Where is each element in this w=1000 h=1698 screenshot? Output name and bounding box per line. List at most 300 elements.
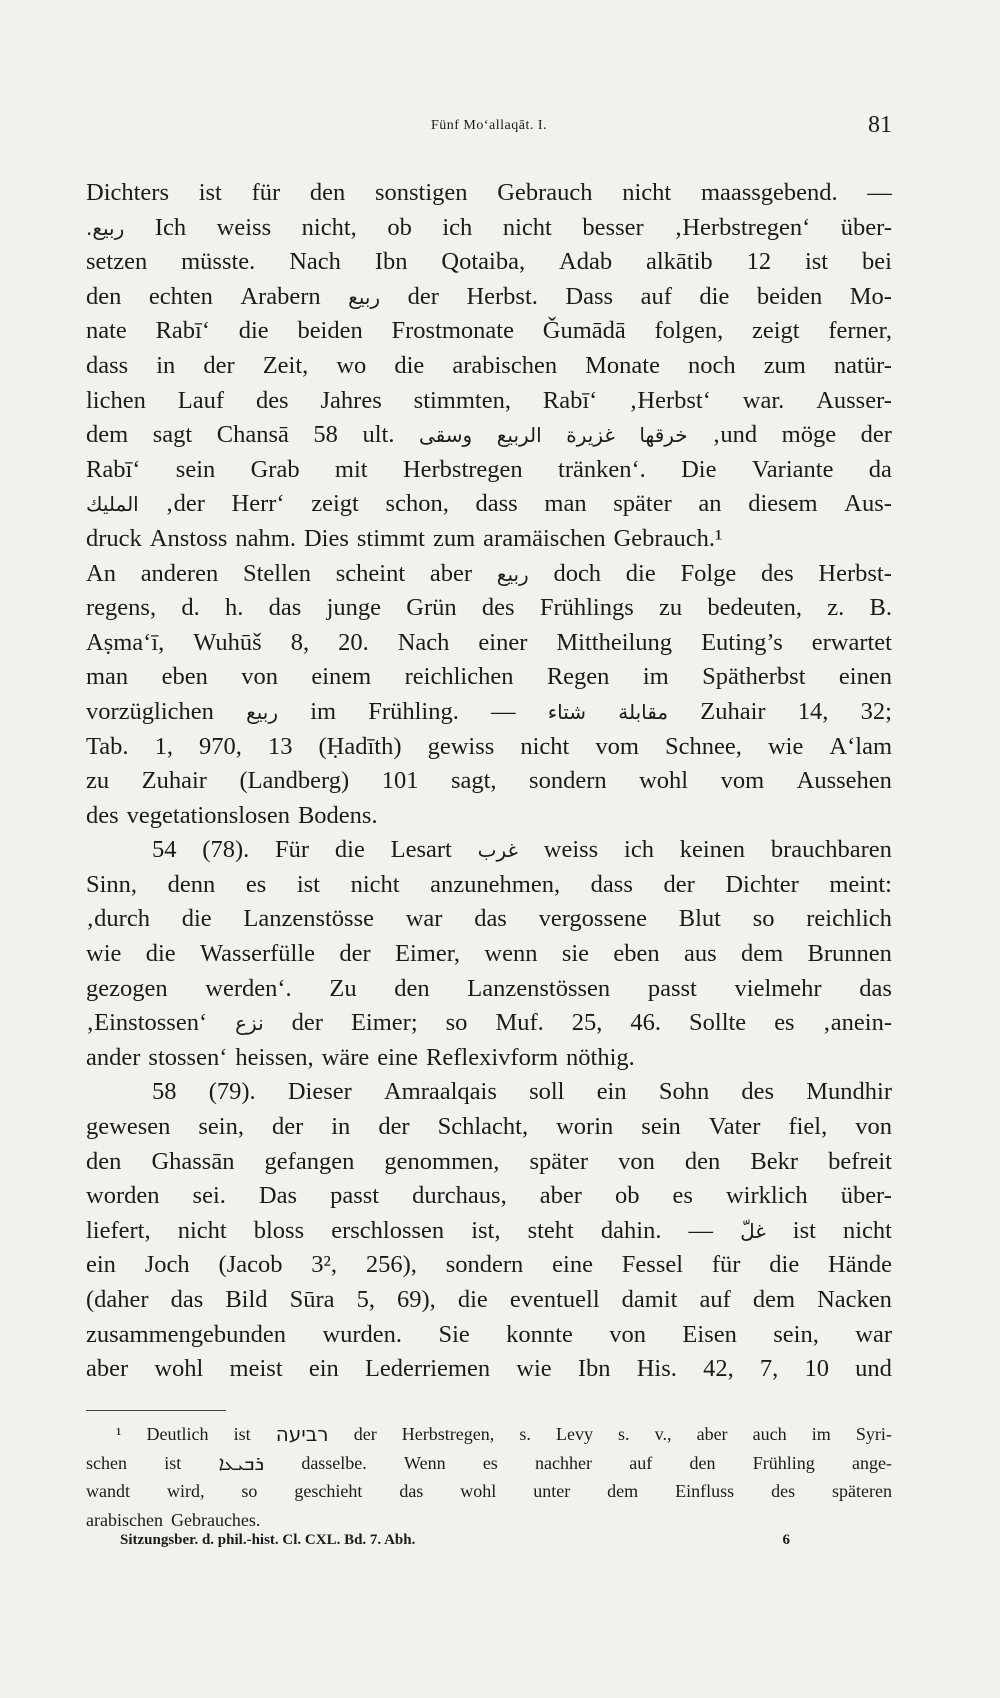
word: (Ḥadīth): [318, 732, 402, 760]
word: über-: [840, 213, 892, 241]
word: meist: [229, 1355, 283, 1383]
word: sein,: [198, 1113, 244, 1141]
word: 7,: [759, 1355, 779, 1383]
word: aramäischen: [483, 524, 606, 552]
word: war.: [742, 386, 785, 414]
word: Folge: [680, 559, 737, 587]
word: des: [255, 386, 289, 414]
word: Euting’s: [701, 628, 783, 656]
word: Frühling: [752, 1452, 815, 1473]
word: von: [618, 1147, 655, 1175]
word: bei: [862, 248, 892, 276]
word: Gebrauch.¹: [613, 524, 723, 552]
script-word: ربيع: [348, 284, 381, 309]
word: auf: [629, 1452, 653, 1473]
word: Muf.: [495, 1009, 544, 1037]
word: Ibn: [577, 1355, 611, 1383]
word: Lanzenstösse: [243, 905, 374, 933]
word: auf: [640, 282, 672, 310]
word: Sollte: [689, 1009, 747, 1037]
word: im: [310, 697, 337, 725]
word: und: [855, 1355, 892, 1383]
word: worin: [556, 1113, 614, 1141]
word: 1,: [154, 732, 173, 760]
word: zeigt: [751, 317, 800, 345]
word: weiss: [216, 213, 272, 241]
word: Herr‘: [231, 490, 285, 518]
word: dass: [86, 351, 129, 379]
word: aber: [86, 1355, 129, 1383]
word: Qotaiba,: [441, 248, 526, 276]
running-title: Fünf Mo‘allaqāt. I.: [430, 118, 548, 133]
word: es: [245, 870, 267, 898]
word: Ibn: [374, 248, 408, 276]
script-word: غزيرة: [566, 423, 615, 448]
word: für: [251, 179, 281, 206]
word: ist: [164, 1452, 182, 1473]
text-line: [86, 1352, 892, 1387]
word: wird,: [166, 1481, 205, 1501]
word: auf: [699, 1286, 731, 1313]
word: 13: [267, 732, 293, 760]
word: so: [241, 1481, 258, 1501]
text-line: [86, 1075, 892, 1110]
word: Aṣma‘ī,: [86, 628, 165, 656]
word: Zuhair: [141, 767, 207, 795]
script-word: רביעה: [275, 1422, 329, 1446]
script-word: ܪܒܝܥܐ: [218, 1450, 265, 1475]
word: steht: [527, 1216, 574, 1244]
word: Amraalqais: [383, 1078, 497, 1106]
word: Bodens.: [297, 801, 378, 829]
word: das: [399, 1481, 424, 1501]
word: beiden: [297, 317, 363, 345]
footnote-line: [86, 1449, 892, 1478]
word: passt: [647, 974, 697, 1002]
word: der: [407, 282, 439, 310]
word: dem: [740, 940, 784, 968]
text-line: [86, 487, 892, 522]
word: Syri-: [855, 1424, 892, 1444]
text-line: [86, 176, 892, 211]
word: Dieser: [287, 1078, 352, 1106]
word: nate: [86, 317, 127, 345]
word: Zeit,: [262, 351, 309, 379]
word: folgen,: [654, 317, 724, 345]
word: vom: [595, 732, 639, 760]
word: wohl: [639, 767, 689, 795]
word: Aus-: [844, 490, 892, 518]
sheet-number: 6: [782, 1532, 790, 1548]
word: eine: [377, 1043, 419, 1071]
word: die: [394, 351, 425, 379]
word: Mittheilung: [556, 628, 673, 656]
word: die: [181, 905, 212, 933]
word: v.,: [654, 1424, 672, 1444]
text-line: [86, 1248, 892, 1283]
word: eben: [161, 663, 208, 691]
word: B.: [869, 594, 892, 622]
word: 54: [152, 836, 177, 864]
word: die: [457, 1286, 488, 1313]
word: 69),: [397, 1286, 436, 1313]
word: so: [445, 1009, 468, 1037]
word: Zuhair: [700, 697, 766, 725]
word: Lauf: [177, 386, 225, 414]
word: nicht: [177, 1216, 227, 1244]
word: Variante: [751, 455, 834, 483]
word: Eimer,: [395, 940, 461, 968]
word: sein,: [773, 1320, 819, 1348]
word: geschieht: [294, 1481, 363, 1501]
word: Spätherbst: [702, 663, 806, 691]
word: Arabern: [240, 282, 321, 310]
word: von: [241, 663, 278, 691]
word: man: [544, 490, 587, 518]
word: sonstigen: [374, 179, 468, 206]
word: druck: [86, 524, 142, 552]
word: wo: [336, 351, 367, 379]
word: mit: [334, 455, 368, 483]
script-word: شتاء: [547, 699, 587, 724]
word: sondern: [529, 767, 607, 795]
word: Eisen: [682, 1320, 737, 1348]
word: aber: [696, 1424, 728, 1444]
word: z.: [827, 594, 845, 622]
word: den: [86, 282, 122, 310]
word: Lanzenstössen: [467, 974, 611, 1002]
word: passt: [330, 1182, 380, 1210]
script-word: غلّ: [740, 1218, 766, 1243]
word: genommen,: [384, 1147, 500, 1175]
word: reichlichen: [404, 663, 514, 691]
word: die: [699, 282, 730, 310]
page-number: 81: [868, 112, 892, 138]
word: erschlossen: [331, 1216, 445, 1244]
word: der: [353, 1424, 377, 1444]
word: war: [855, 1320, 892, 1348]
word: Zu: [329, 974, 357, 1002]
word: Mundhir: [806, 1078, 892, 1106]
text-line: [86, 1283, 892, 1318]
word: diesem: [748, 490, 818, 518]
word: —: [688, 1216, 714, 1244]
word: zeigt: [311, 490, 359, 518]
word: 10: [804, 1355, 829, 1383]
word: scheint: [335, 559, 406, 587]
word: (Jacob: [218, 1251, 283, 1279]
word: Frühling.: [368, 697, 459, 725]
word: Rabī‘: [86, 455, 141, 483]
body-text: [86, 176, 892, 1387]
word: müsste.: [181, 248, 256, 276]
word: der: [378, 1113, 410, 1141]
word: es: [774, 1009, 795, 1037]
word: befreit: [828, 1147, 892, 1175]
word: den: [86, 1147, 122, 1175]
text-line: [86, 1145, 892, 1180]
footnote-line: [86, 1477, 892, 1506]
word: wohl: [460, 1481, 497, 1501]
word: sagt: [152, 421, 193, 449]
word: Ghassān: [151, 1147, 235, 1175]
word: 14,: [797, 697, 829, 725]
text-line: [86, 280, 892, 315]
text-line: [86, 522, 892, 557]
text-line: [86, 730, 892, 765]
word: —: [491, 697, 516, 725]
word: das: [170, 1286, 204, 1313]
word: —: [867, 179, 892, 206]
word: (Landberg): [239, 767, 350, 795]
word: damit: [621, 1286, 678, 1313]
word: den: [309, 179, 346, 206]
word: 46.: [630, 1009, 662, 1037]
word: liefert,: [86, 1216, 151, 1244]
word: 3²,: [311, 1251, 338, 1279]
word: Dies: [303, 524, 349, 552]
text-line: [86, 1006, 892, 1041]
word: Reflexivform: [426, 1043, 559, 1071]
word: sagt,: [450, 767, 497, 795]
text-line: [86, 453, 892, 488]
word: gefangen: [264, 1147, 355, 1175]
text-line: [86, 1179, 892, 1214]
word: das: [474, 905, 507, 933]
word: His.: [636, 1355, 677, 1383]
word: so: [752, 905, 775, 933]
script-word: غرب: [477, 838, 518, 863]
word: regens,: [86, 594, 157, 622]
word: ob: [614, 1182, 640, 1210]
script-word: المليك: [86, 492, 139, 517]
word: ein: [86, 1251, 116, 1279]
word: Dichter: [725, 870, 799, 898]
word: A‘lam: [829, 732, 892, 760]
text-line: [86, 764, 892, 799]
word: die: [145, 940, 176, 968]
word: s.: [618, 1424, 630, 1444]
word: ‚und: [712, 421, 758, 449]
word: noch: [688, 351, 736, 379]
word: Sinn,: [86, 870, 138, 898]
word: Das: [258, 1182, 298, 1210]
script-word: نزع: [235, 1011, 264, 1036]
word: Nach: [397, 628, 450, 656]
word: späteren: [832, 1481, 892, 1501]
word: Die: [681, 455, 717, 483]
word: in: [331, 1113, 351, 1141]
script-word: مقابلة: [618, 699, 669, 724]
word: sein: [641, 1113, 681, 1141]
footnote-rule: [86, 1410, 226, 1411]
word: Herbst-: [818, 559, 892, 587]
word: Gebrauches.: [170, 1509, 261, 1530]
word: aber: [539, 1182, 582, 1210]
word: Lesart: [390, 836, 452, 864]
word: Stellen: [242, 559, 312, 587]
word: Grab: [250, 455, 300, 483]
word: Für: [275, 836, 310, 864]
word: Herbst.: [466, 282, 538, 310]
word: nahm.: [235, 524, 296, 552]
word: von: [855, 1113, 892, 1141]
word: Bild: [225, 1286, 268, 1313]
word: nicht: [842, 1216, 892, 1244]
word: Vater: [708, 1113, 761, 1141]
word: des: [86, 801, 119, 829]
word: (79).: [208, 1078, 256, 1106]
word: natür-: [833, 351, 892, 379]
word: vergossene: [538, 905, 648, 933]
word: durchaus,: [412, 1182, 507, 1210]
word: vielmehr: [734, 974, 822, 1002]
word: der: [663, 870, 695, 898]
word: 8,: [290, 628, 310, 656]
word: nöthig.: [566, 1043, 635, 1071]
word: nicht: [350, 870, 400, 898]
word: h.: [224, 594, 244, 622]
word: 58: [152, 1078, 177, 1106]
word: s.: [519, 1424, 531, 1444]
word: im: [811, 1424, 831, 1444]
text-line: [86, 937, 892, 972]
word: ist,: [471, 1216, 501, 1244]
word: Hände: [828, 1251, 892, 1279]
word: 32;: [860, 697, 892, 725]
word: ult.: [362, 421, 395, 449]
word: An: [86, 559, 116, 587]
word: Brunnen: [807, 940, 892, 968]
word: ist: [296, 870, 320, 898]
word: (78).: [202, 836, 250, 864]
signature-text: Sitzungsber. d. phil.-hist. Cl. CXL. Bd. 7. Abh.: [120, 1532, 416, 1548]
word: für: [711, 1251, 741, 1279]
word: Eimer;: [350, 1009, 418, 1037]
text-line: [86, 557, 892, 592]
word: wie: [86, 940, 122, 968]
word: auch: [752, 1424, 787, 1444]
script-word: ربيع: [496, 561, 529, 586]
word: Wenn: [404, 1452, 446, 1473]
word: stimmt: [356, 524, 425, 552]
word: das: [859, 974, 892, 1002]
word: eventuell: [509, 1286, 600, 1313]
word: vom: [720, 767, 765, 795]
text-line: [86, 660, 892, 695]
word: es: [482, 1452, 498, 1473]
word: erwartet: [811, 628, 892, 656]
word: weiss: [543, 836, 599, 864]
word: denn: [167, 870, 216, 898]
word: Sūra: [289, 1286, 335, 1313]
word: gewesen: [86, 1113, 171, 1141]
word: 58: [313, 421, 338, 449]
word: fiel,: [788, 1113, 828, 1141]
word: 25,: [571, 1009, 603, 1037]
word: ein: [596, 1078, 627, 1106]
word: des: [741, 1078, 775, 1106]
word: ‚der: [165, 490, 205, 518]
word: einem: [311, 663, 372, 691]
text-line: [86, 1214, 892, 1249]
word: meint:: [829, 870, 892, 898]
word: 970,: [199, 732, 242, 760]
word: wirklich: [725, 1182, 808, 1210]
word: Levy: [555, 1424, 593, 1444]
word: ist: [198, 179, 222, 206]
word: Ausser-: [816, 386, 892, 414]
word: gewiss: [427, 732, 495, 760]
word: dasselbe.: [301, 1452, 367, 1473]
word: dahin.: [600, 1216, 662, 1244]
word: zum: [432, 524, 476, 552]
word: die: [238, 317, 269, 345]
word: Frühlings: [539, 594, 634, 622]
word: Lederriemen: [364, 1355, 491, 1383]
text-line: [86, 384, 892, 419]
word: sei.: [192, 1182, 226, 1210]
word: Dichters: [86, 179, 169, 206]
word: ist: [792, 1216, 816, 1244]
word: das: [268, 594, 302, 622]
word: stossen‘: [148, 1043, 228, 1071]
word: konnte: [506, 1320, 573, 1348]
text-line: [86, 418, 892, 453]
word: Tab.: [86, 732, 129, 760]
word: da: [868, 455, 892, 483]
word: der: [203, 351, 235, 379]
word: Schlacht,: [437, 1113, 529, 1141]
script-word: وسقى: [419, 423, 473, 448]
word: anzunehmen,: [430, 870, 561, 898]
word: im: [642, 663, 669, 691]
text-line: [86, 902, 892, 937]
word: dem: [86, 421, 129, 449]
word: zum: [763, 351, 806, 379]
word: Sohn: [658, 1078, 710, 1106]
word: setzen: [86, 248, 148, 276]
footnotes: [86, 1420, 892, 1534]
word: Aussehen: [796, 767, 892, 795]
word: später: [613, 490, 672, 518]
word: eine: [552, 1251, 593, 1279]
word: nachher: [535, 1452, 593, 1473]
word: besser: [582, 213, 644, 241]
word: Anstoss: [149, 524, 228, 552]
word: Nach: [289, 248, 341, 276]
word: wenn: [484, 940, 538, 968]
word: in: [156, 351, 176, 379]
word: 12: [746, 248, 772, 276]
word: maassgebend.: [700, 179, 838, 206]
word: Herbstregen: [402, 455, 523, 483]
word: wie: [767, 732, 804, 760]
word: von: [609, 1320, 647, 1348]
word: einer: [478, 628, 528, 656]
word: heissen,: [235, 1043, 314, 1071]
word: ist: [233, 1424, 251, 1444]
word: dass: [475, 490, 518, 518]
printer-signature: [120, 1532, 790, 1549]
word: ander: [86, 1043, 141, 1071]
word: bedeuten,: [707, 594, 802, 622]
word: Joch: [144, 1251, 190, 1279]
word: keinen: [679, 836, 746, 864]
word: zu: [659, 594, 683, 622]
word: aber: [429, 559, 473, 587]
word: dem: [752, 1286, 796, 1313]
